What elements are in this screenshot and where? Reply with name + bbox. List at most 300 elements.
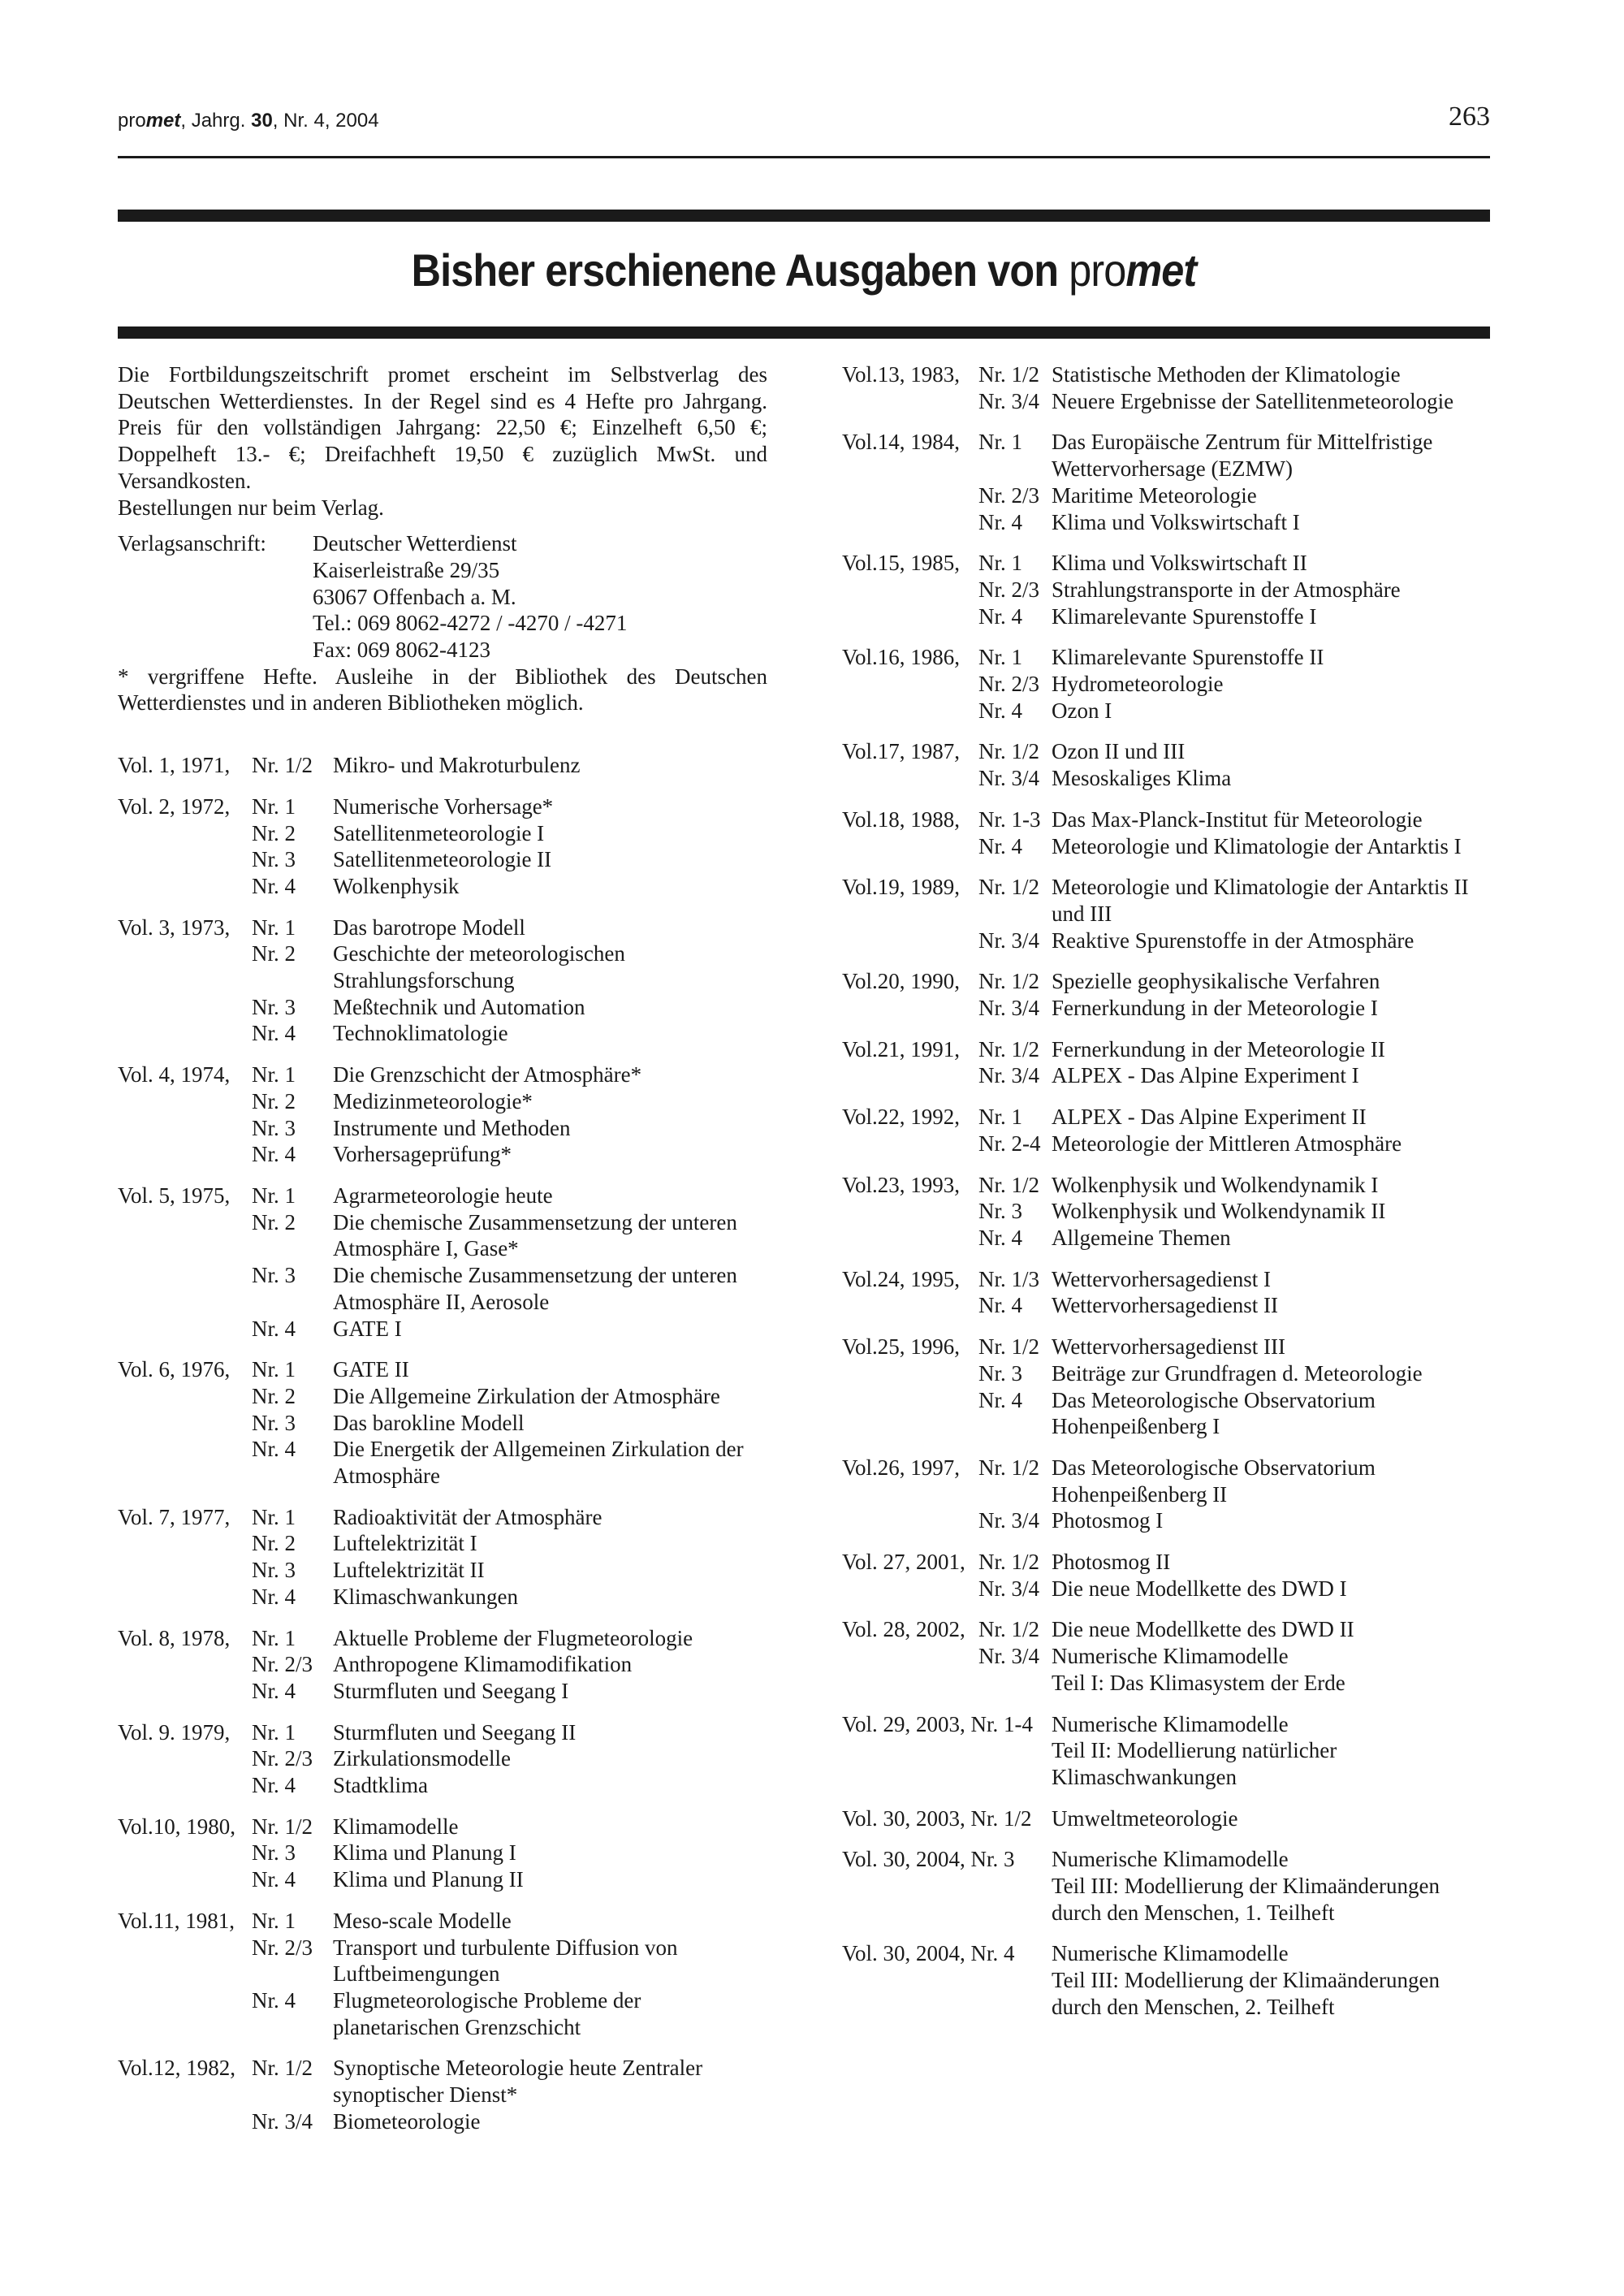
issue-title: Allgemeine Themen [1052,1225,1231,1250]
publisher-address [118,530,767,664]
volume-year [118,1383,252,1410]
issue-title: Spezielle geophysikalische Verfahren [1052,969,1380,994]
volume-year [842,1737,1052,1790]
issue-title: Stadtklima [333,1773,428,1798]
issue-title: Meteorologie und Klimatologie der Antarktis II und III [1052,875,1469,926]
volume-entry [842,644,1492,724]
volume-year: Vol.10, 1980, [118,1814,236,1839]
issue-number: Nr. 1 [978,430,1022,455]
volume-entry [842,738,1492,791]
issue-title: Meso-scale Modelle [333,1908,512,1933]
volume-year: Vol.15, 1985, [842,551,961,576]
issue-number: Nr. 3 [252,1263,296,1288]
issue-number: Nr. 3 [978,1199,1022,1224]
issue-title: Wolkenphysik [333,873,460,898]
volume-entry [842,1266,1492,1319]
issue-title: Zirkulationsmodelle [333,1746,511,1771]
journal-mid: , Jahrg. [180,110,252,132]
issue-title: Agrarmeteorologie heute [333,1183,553,1208]
issue-title: Das Europäische Zentrum für Mittelfristige Wettervorhersage (EZMW) [1052,430,1433,482]
issue-title: Vorhersageprüfung* [333,1142,512,1167]
volume-year [118,1678,252,1705]
issue-title: ALPEX - Das Alpine Experiment II [1052,1105,1367,1130]
volume-year [118,1772,252,1799]
issue-title: Synoptische Meteorologie heute Zentraler synoptischer Dienst* [333,2056,703,2108]
volume-entry [118,1504,767,1611]
issue-number: Nr. 2 [252,1088,296,1113]
issue-title: Reaktive Spurenstoffe in der Atmosphäre [1052,927,1415,953]
issue-title: Anthropogene Klimamodifikation [333,1652,633,1677]
issue-title: Biometeorologie [333,2108,481,2134]
volume-year: Vol.11, 1981, [118,1908,235,1933]
issue-number: Nr. 1/2 [978,875,1040,900]
volume-year [842,509,978,536]
issue-title: Das Max-Planck-Institut für Meteorologie [1052,806,1423,832]
issue-title: Klimaschwankungen [333,1584,518,1609]
volume-year: Vol. 3, 1973, [118,915,231,940]
volume-entry [842,1036,1492,1089]
volume-year: Vol. 30, 2003, Nr. 1/2 [842,1805,1032,1831]
address-line: Kaiserleistraße 29/35 [313,557,500,582]
issue-number: Nr. 1 [252,1719,296,1745]
issue-title: Ozon II und III [1052,739,1186,764]
issue-number: Nr. 1/3 [978,1266,1040,1291]
volume-year [118,940,252,993]
volume-year [118,1436,252,1489]
address-line: Tel.: 069 8062-4272 / -4270 / -4271 [313,611,628,636]
volume-entry [118,752,767,779]
issue-number: Nr. 3/4 [978,996,1040,1021]
issue-number: Nr. 1/2 [978,739,1040,764]
volume-entry [118,1183,767,1342]
volume-year [118,1745,252,1772]
title-met: met [1125,244,1197,296]
issue-title: Neuere Ergebnisse der Satellitenmeteorologie [1052,388,1454,413]
volume-year [118,1209,252,1262]
issue-number: Nr. 3/4 [978,1644,1040,1669]
journal-met: met [145,110,181,132]
issue-title: Klima und Planung II [333,1867,524,1892]
address-lines [313,530,627,664]
issue-title: Teil II: Modellierung natürlicher Klimaschwankungen [1052,1738,1337,1789]
volume-year [118,1651,252,1678]
issue-number: Nr. 3/4 [978,766,1040,791]
volume-year: Vol.13, 1983, [842,362,961,387]
journal-issue: , Nr. 4, 2004 [272,110,379,132]
issue-title: Meteorologie und Klimatologie der Antarktis I [1052,833,1462,858]
volume-year [842,1062,978,1089]
volume-year [118,1935,252,1987]
issue-title: Radioaktivität der Atmosphäre [333,1504,603,1529]
address-line: Deutscher Wetterdienst [313,531,517,556]
intro-paragraph: Die Fortbildungszeitschrift promet erscheint im Selbstverlag des Deutschen Wetterdienstes. In der Regel sind es 4 Hefte pro Jahrgang. Preis für den vollständigen Jahrgang: 22,50 €; Einzelheft 6,50 €; Doppelheft 13.- €; Dreifachheft 19,50 € zuzüglich MwSt. und Versandkosten. [118,362,767,493]
volume-year [118,1115,252,1142]
issue-number: Nr. 1 [252,1062,296,1087]
volume-year [842,1967,1052,2020]
issue-title: Photosmog II [1052,1550,1171,1575]
volume-year: Vol.14, 1984, [842,430,961,455]
issue-number: Nr. 3/4 [978,1063,1040,1088]
volume-year [842,577,978,603]
issue-title: Die Energetik der Allgemeinen Zirkulation der Atmosphäre [333,1437,744,1489]
issue-title: Transport und turbulente Diffusion von Luftbeimengungen [333,1935,678,1987]
volume-year: Vol.24, 1995, [842,1266,961,1291]
volume-entry [118,1062,767,1168]
volume-year: Vol.17, 1987, [842,739,961,764]
volume-year [842,1131,978,1157]
volume-year: Vol. 29, 2003, Nr. 1-4 [842,1711,1034,1736]
volume-year [118,1410,252,1437]
issue-number: Nr. 1 [978,1105,1022,1130]
volume-entry [842,1549,1492,1602]
issue-title: Statistische Methoden der Klimatologie [1052,362,1401,387]
issue-title: Numerische Klimamodelle [1052,1644,1289,1669]
issue-title: Fernerkundung in der Meteorologie I [1052,996,1378,1021]
issue-title: Satellitenmeteorologie I [333,820,545,845]
issue-title: Klima und Planung I [333,1840,516,1866]
page-title [187,244,1422,296]
volume-year [842,1198,978,1225]
issue-title: Instrumente und Methoden [333,1115,571,1140]
volume-year [118,846,252,873]
volume-entry [118,793,767,900]
issue-number: Nr. 4 [252,1437,296,1462]
issue-title: Die chemische Zusammensetzung der unteren Atmosphäre I, Gase* [333,1209,737,1261]
volume-entry [842,874,1492,953]
page-number: 263 [1449,102,1490,132]
issue-number: Nr. 1/2 [978,969,1040,994]
issue-title: Wettervorhersagedienst III [1052,1334,1285,1360]
volume-year: Vol. 30, 2004, Nr. 3 [842,1847,1015,1872]
issue-number: Nr. 1 [252,1357,296,1382]
volume-year: Vol. 4, 1974, [118,1062,231,1087]
journal-volume: 30 [251,110,273,132]
issue-number: Nr. 3/4 [978,388,1040,413]
volume-year [842,388,978,415]
issue-number: Nr. 4 [978,1225,1022,1250]
issue-title: Klima und Volkswirtschaft I [1052,509,1300,534]
issue-number: Nr. 3/4 [978,927,1040,953]
issue-number: Nr. 3 [252,847,296,872]
issue-title: Satellitenmeteorologie II [333,847,552,872]
volume-year: Vol. 2, 1972, [118,793,231,819]
issue-number: Nr. 4 [252,1142,296,1167]
volume-entry [118,1625,767,1705]
volume-year [842,698,978,724]
running-header [118,102,1490,158]
issue-number: Nr. 2-4 [978,1131,1041,1156]
issue-number: Nr. 3 [252,1558,296,1583]
issue-title: Beiträge zur Grundfragen d. Meteorologie [1052,1360,1423,1386]
issue-title: Numerische Vorhersage* [333,793,554,819]
volume-year: Vol.20, 1990, [842,969,961,994]
issue-title: Sturmfluten und Seegang II [333,1719,577,1745]
issue-number: Nr. 1/2 [978,1172,1040,1197]
issue-title: Fernerkundung in der Meteorologie II [1052,1036,1385,1062]
issue-title: Aktuelle Probleme der Flugmeteorologie [333,1625,693,1650]
volume-entry [842,1104,1492,1157]
volume-year [118,1584,252,1611]
volume-year: Vol. 1, 1971, [118,753,231,778]
issue-title: Ozon I [1052,698,1112,723]
issue-number: Nr. 1 [252,1183,296,1208]
issue-title: Luftelektrizität II [333,1558,485,1583]
issue-title: ALPEX - Das Alpine Experiment I [1052,1063,1359,1088]
volume-list-right [842,361,1492,2021]
issue-title: Das Meteorologische Observatorium Hohenpeißenberg I [1052,1387,1376,1439]
issue-title: Wolkenphysik und Wolkendynamik I [1052,1172,1379,1197]
issue-title: Teil III: Modellierung der Klimaänderungen durch den Menschen, 1. Teilheft [1052,1874,1440,1925]
right-column [842,361,1492,2021]
issue-number: Nr. 4 [978,833,1022,858]
issue-number: Nr. 2 [252,1209,296,1234]
issue-number: Nr. 2 [252,1383,296,1408]
volume-year [118,1316,252,1343]
volume-entry [118,1719,767,1799]
volume-year [842,1360,978,1387]
volume-year: Vol.22, 1992, [842,1105,961,1130]
issue-number: Nr. 3 [252,1410,296,1435]
issue-number: Nr. 4 [252,1867,296,1892]
issue-title: Numerische Klimamodelle [1052,1941,1289,1966]
volume-year [842,833,978,860]
issue-number: Nr. 4 [252,1584,296,1609]
issue-number: Nr. 1/2 [252,2056,313,2081]
issue-number: Nr. 1/2 [252,1814,313,1839]
volume-entry [118,2055,767,2134]
issue-title: Die Allgemeine Zirkulation der Atmosphäre [333,1383,720,1408]
volume-year [842,1292,978,1319]
address-label: Verlagsanschrift: [118,531,266,556]
volume-entry [842,806,1492,859]
issue-title: GATE I [333,1316,402,1341]
volume-year [118,873,252,900]
issue-number: Nr. 1/2 [978,1550,1040,1575]
left-column [118,361,767,2134]
issue-number: Nr. 4 [252,1316,296,1341]
journal-pro: pro [118,110,146,132]
volume-year [118,1088,252,1115]
volume-entry [118,915,767,1048]
issue-number: Nr. 3 [252,1115,296,1140]
address-line: 63067 Offenbach a. M. [313,584,516,609]
issue-title: Meßtechnik und Automation [333,994,585,1019]
volume-entry [118,1908,767,2041]
issue-title: Strahlungstransporte in der Atmosphäre [1052,577,1401,602]
title-rule-top [118,210,1490,222]
volume-year: Vol.23, 1993, [842,1172,961,1197]
volume-year: Vol. 28, 2002, [842,1617,965,1642]
issue-number: Nr. 3 [252,994,296,1019]
issue-number: Nr. 4 [978,509,1022,534]
title-main: Bisher erschienene Ausgaben von [411,244,1069,296]
volume-year [118,1141,252,1168]
issue-title: Numerische Klimamodelle [1052,1847,1289,1872]
volume-entry [842,429,1492,535]
orders-note: Bestellungen nur beim Verlag. [118,495,384,520]
volume-year [842,671,978,698]
issue-title: Klimarelevante Spurenstoffe I [1052,603,1317,629]
issue-number: Nr. 1/2 [978,1036,1040,1062]
volume-year [842,765,978,792]
volume-year: Vol. 8, 1978, [118,1625,231,1650]
volume-entry [842,1940,1492,2020]
issue-number: Nr. 4 [252,1678,296,1703]
issue-number: Nr. 2/3 [978,482,1040,508]
volume-year: Vol. 7, 1977, [118,1504,231,1529]
issue-number: Nr. 1 [978,645,1022,670]
issue-number: Nr. 2 [252,820,296,845]
issue-number: Nr. 1/2 [978,362,1040,387]
issue-number: Nr. 4 [252,1021,296,1046]
volume-entry [842,361,1492,414]
volume-year: Vol. 27, 2001, [842,1550,965,1575]
header-rule [118,156,1490,158]
volume-year: Vol.18, 1988, [842,806,961,832]
volume-year [842,995,978,1022]
volume-year [842,927,978,954]
issue-number: Nr. 2 [252,941,296,966]
volume-entry [842,1172,1492,1252]
issue-title: Teil I: Das Klimasystem der Erde [1052,1670,1345,1695]
issue-title: Hydrometeorologie [1052,672,1224,697]
volume-year [118,1866,252,1893]
issue-title: Meteorologie der Mittleren Atmosphäre [1052,1131,1402,1156]
volume-year [842,1643,978,1670]
volume-year [118,1020,252,1047]
volume-year: Vol.26, 1997, [842,1455,961,1480]
volume-year [842,1225,978,1252]
issue-number: Nr. 3/4 [978,1576,1040,1601]
issue-title: Das Meteorologische Observatorium Hohenpeißenberg II [1052,1455,1376,1507]
volume-entry [842,1334,1492,1440]
issue-number: Nr. 2/3 [978,672,1040,697]
volume-year [842,1387,978,1440]
issue-number: Nr. 1/2 [978,1617,1040,1642]
issue-number: Nr. 1 [252,1625,296,1650]
volume-entry [842,1805,1492,1832]
out-of-print-note: * vergriffene Hefte. Ausleihe in der Bibliothek des Deutschen Wetterdienstes und in anderen Bibliotheken möglich. [118,664,767,716]
issue-number: Nr. 4 [978,698,1022,723]
volume-year [118,2108,252,2135]
issue-number: Nr. 3/4 [978,1508,1040,1533]
issue-number: Nr. 2 [252,1531,296,1556]
issue-number: Nr. 4 [252,1773,296,1798]
issue-number: Nr. 1-3 [978,806,1041,832]
issue-title: Technoklimatologie [333,1021,508,1046]
issue-title: Die neue Modellkette des DWD II [1052,1617,1354,1642]
title-rule-bottom [118,326,1490,339]
issue-title: Klimamodelle [333,1814,459,1839]
issue-title: Sturmfluten und Seegang I [333,1678,569,1703]
address-line: Fax: 069 8062-4123 [313,638,490,663]
issue-title: Wolkenphysik und Wolkendynamik II [1052,1199,1386,1224]
issue-number: Nr. 4 [252,873,296,898]
issue-number: Nr. 4 [978,1293,1022,1318]
volume-year [842,482,978,509]
issue-title: Klimarelevante Spurenstoffe II [1052,645,1324,670]
journal-citation [118,110,379,132]
issue-title: Umweltmeteorologie [1052,1805,1238,1831]
issue-title: Die Grenzschicht der Atmosphäre* [333,1062,642,1087]
volume-year: Vol.25, 1996, [842,1334,961,1360]
issue-title: Die chemische Zusammensetzung der unteren Atmosphäre II, Aerosole [333,1263,737,1314]
issue-number: Nr. 1 [978,551,1022,576]
volume-entry [842,968,1492,1021]
issue-number: Nr. 1 [252,793,296,819]
volume-year: Vol. 5, 1975, [118,1183,231,1208]
issue-number: Nr. 3 [978,1360,1022,1386]
volume-year [118,820,252,847]
issue-title: Das barotrope Modell [333,915,525,940]
issue-number: Nr. 1 [252,1908,296,1933]
issue-title: Mikro- und Makroturbulenz [333,753,581,778]
volume-year [842,1507,978,1534]
volume-entry [118,1814,767,1893]
issue-number: Nr. 3/4 [252,2108,313,2134]
issue-title: Die neue Modellkette des DWD I [1052,1576,1347,1601]
issue-number: Nr. 3 [252,1840,296,1866]
issue-title: Maritime Meteorologie [1052,482,1257,508]
issue-title: Photosmog I [1052,1508,1164,1533]
volume-year: Vol.16, 1986, [842,645,961,670]
volume-list-left [118,752,767,2134]
issue-number: Nr. 1/2 [978,1455,1040,1480]
issue-title: Das barokline Modell [333,1410,525,1435]
issue-title: Wettervorhersagedienst II [1052,1293,1278,1318]
issue-title: Medizinmeteorologie* [333,1088,533,1113]
issue-title: Luftelektrizität I [333,1531,477,1556]
issue-title: Mesoskaliges Klima [1052,766,1232,791]
issue-number: Nr. 1 [252,915,296,940]
issue-number: Nr. 2/3 [252,1935,313,1960]
intro-block [118,361,767,716]
volume-entry [842,1616,1492,1696]
volume-year: Vol.19, 1989, [842,875,961,900]
issue-number: Nr. 4 [978,603,1022,629]
volume-year [842,1670,978,1697]
volume-year [118,1557,252,1584]
issue-number [978,1670,1052,1697]
volume-year: Vol. 6, 1976, [118,1357,231,1382]
issue-number: Nr. 4 [978,1387,1022,1412]
issue-title: Teil III: Modellierung der Klimaänderungen durch den Menschen, 2. Teilheft [1052,1968,1440,2019]
volume-entry [842,1455,1492,1534]
issue-title: Wettervorhersagedienst I [1052,1266,1271,1291]
volume-entry [842,550,1492,629]
issue-title: Flugmeteorologische Probleme der planetarischen Grenzschicht [333,1987,641,2039]
volume-year [118,1840,252,1866]
issue-number: Nr. 1/2 [978,1334,1040,1360]
volume-year: Vol. 9. 1979, [118,1719,231,1745]
volume-year: Vol.12, 1982, [118,2056,236,2081]
volume-year [842,1873,1052,1926]
volume-year [118,1987,252,2040]
volume-year [118,1530,252,1557]
volume-year [842,603,978,630]
issue-title: Numerische Klimamodelle [1052,1711,1289,1736]
volume-year: Vol.21, 1991, [842,1036,961,1062]
issue-number: Nr. 4 [252,1987,296,2013]
issue-title: Geschichte der meteorologischen Strahlungsforschung [333,941,625,993]
issue-number: Nr. 1/2 [252,753,313,778]
volume-entry [118,1356,767,1490]
issue-title: Klima und Volkswirtschaft II [1052,551,1307,576]
volume-entry [842,1846,1492,1926]
issue-title: GATE II [333,1357,409,1382]
volume-year: Vol. 30, 2004, Nr. 4 [842,1941,1015,1966]
title-pro: pro [1069,244,1126,296]
